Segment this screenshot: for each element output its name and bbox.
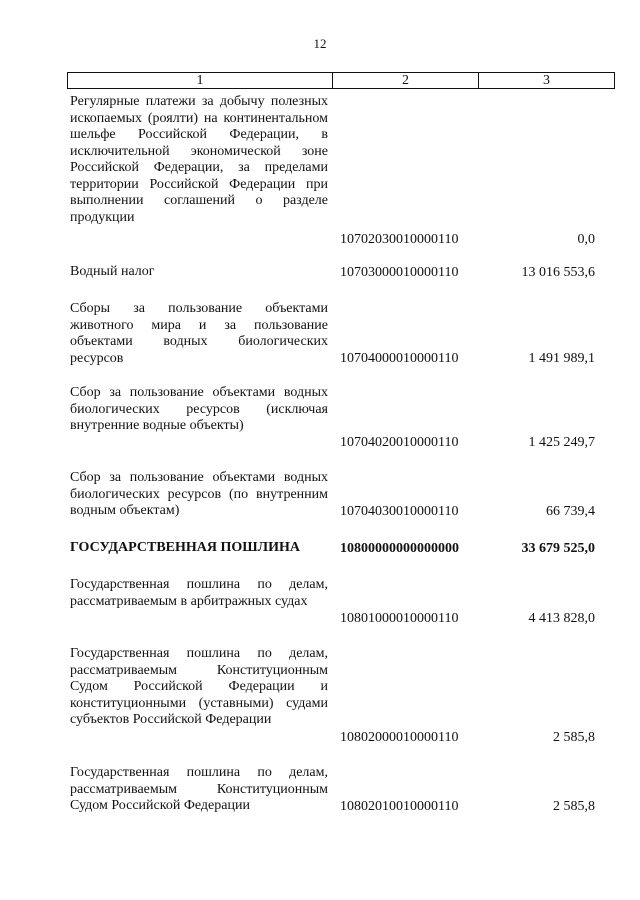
row-amount: 0,0 — [577, 231, 595, 247]
table-row — [70, 765, 595, 815]
row-name: Сбор за пользование объектами водных биологических ресурсов (исключая внутренние водные объекты) — [70, 385, 328, 433]
table-header — [67, 72, 615, 89]
table-row-section — [70, 540, 595, 557]
row-amount: 2 585,8 — [553, 798, 595, 814]
table-row — [70, 94, 595, 248]
row-amount: 1 425 249,7 — [528, 434, 595, 450]
row-name: Государственная пошлина по делам, рассматриваемым в арбитражных судах — [70, 577, 328, 609]
header-col-1: 1 — [68, 73, 333, 88]
row-amount: 66 739,4 — [546, 503, 595, 519]
table-row — [70, 646, 595, 746]
row-name: Регулярные платежи за добычу полезных ископаемых (роялти) на континентальном шельфе Российской Федерации, в исключительной экономической зоне Российской Федерации, за пределами территории Российской Федерации при выполнении соглашений о разделе продукции — [70, 94, 328, 225]
table-row — [70, 577, 595, 627]
row-amount: 1 491 989,1 — [528, 350, 595, 366]
row-name: Государственная пошлина по делам, рассматриваемым Конституционным Судом Российской Федерации — [70, 765, 328, 813]
table-row — [70, 264, 595, 281]
row-name: Сбор за пользование объектами водных биологических ресурсов (по внутренним водным объектам) — [70, 470, 328, 518]
row-name: Сборы за пользование объектами животного мира и за пользование объектами водных биологических ресурсов — [70, 301, 328, 366]
row-name: ГОСУДАРСТВЕННАЯ ПОШЛИНА — [70, 540, 300, 555]
row-code: 10801000010000110 — [340, 610, 459, 626]
row-amount: 2 585,8 — [553, 729, 595, 745]
row-code: 10704030010000110 — [340, 503, 459, 519]
row-code: 10702030010000110 — [340, 231, 459, 247]
row-code: 10800000000000000 — [340, 540, 459, 556]
table-row — [70, 470, 595, 520]
row-code: 10802010010000110 — [340, 798, 459, 814]
row-code: 10802000010000110 — [340, 729, 459, 745]
row-code: 10704020010000110 — [340, 434, 459, 450]
table-row — [70, 301, 595, 367]
row-amount: 33 679 525,0 — [521, 540, 595, 556]
row-name: Водный налог — [70, 264, 155, 279]
table-row — [70, 385, 595, 451]
header-col-3: 3 — [543, 73, 550, 88]
row-amount: 4 413 828,0 — [528, 610, 595, 626]
page-number: 12 — [313, 36, 327, 51]
row-code: 10703000010000110 — [340, 264, 459, 280]
header-col-2: 2 — [333, 73, 479, 88]
row-code: 10704000010000110 — [340, 350, 459, 366]
row-amount: 13 016 553,6 — [521, 264, 595, 280]
row-name: Государственная пошлина по делам, рассматриваемым Конституционным Судом Российской Федерации и конституционными (уставными) судами субъектов Российской Федерации — [70, 646, 328, 727]
